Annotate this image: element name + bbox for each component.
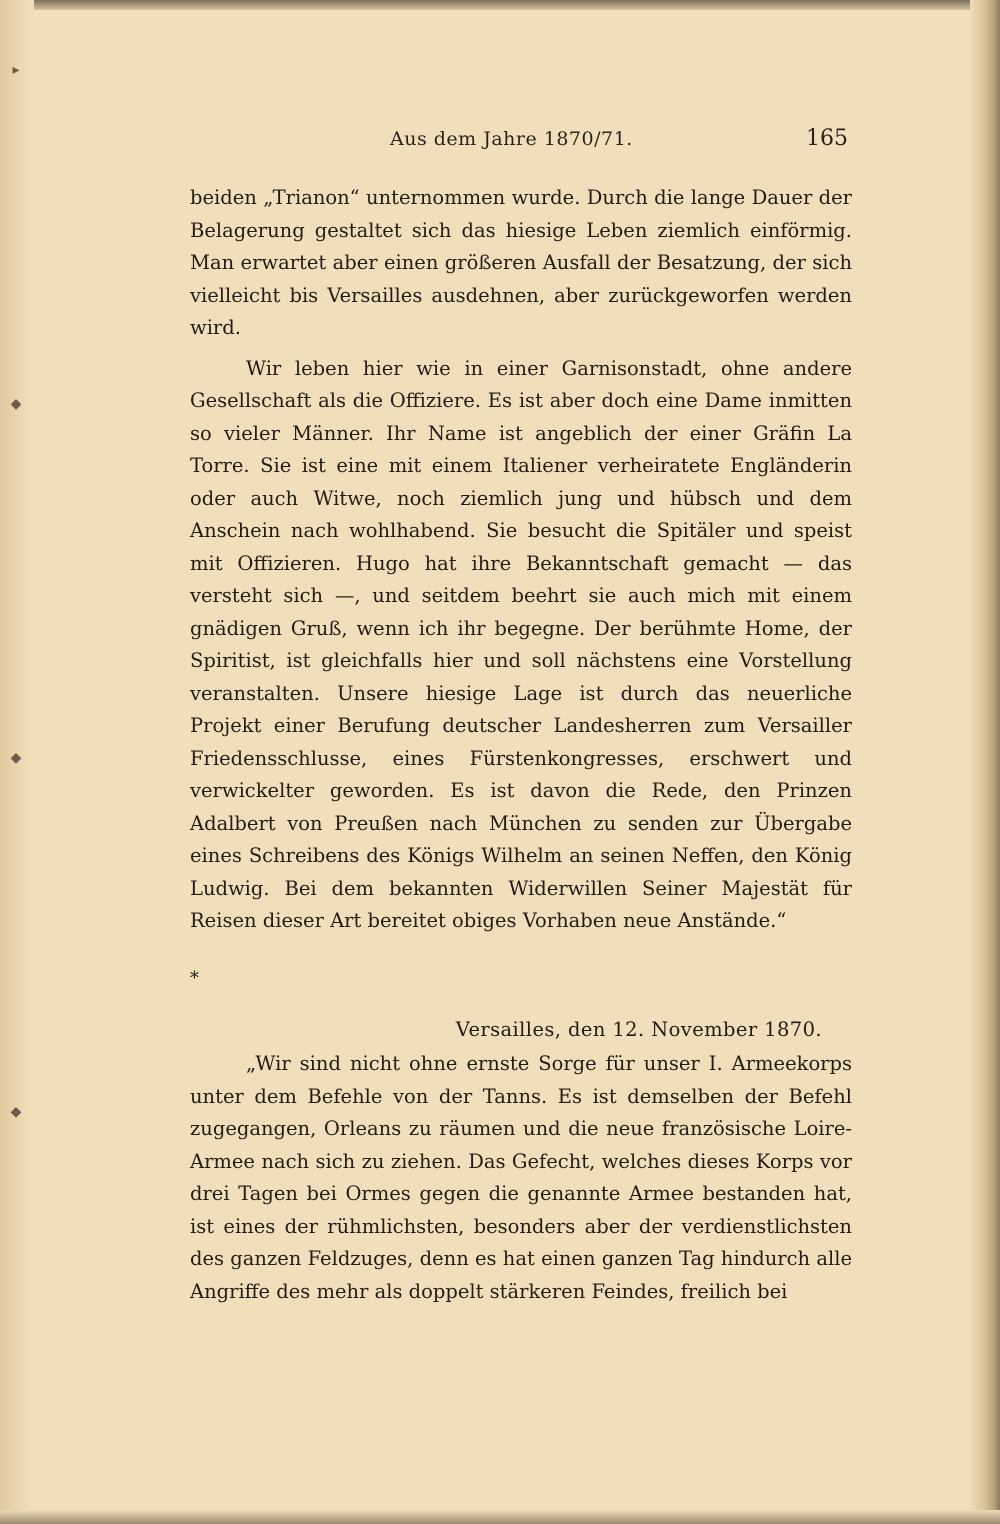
binding-mark-icon: ▸	[12, 62, 20, 78]
page-number: 165	[806, 126, 848, 151]
binding-mark-icon: ◆	[10, 750, 22, 766]
paragraph: Wir leben hier wie in einer Garnisonstadt, ohne andere Gesellschaft als die Offiziere. Es ist aber doch eine Dame inmitten so vieler Männer. Ihr Name ist angeblich der einer Gräfin La Torre. Sie ist eine mit einem Italiener verheiratete Engländerin oder auch Witwe, noch ziemlich jung und hübsch und dem Anschein nach wohlhabend. Sie besucht die Spitäler und speist mit Offizieren. Hugo hat ihre Bekanntschaft gemacht — das versteht sich —, und seitdem beehrt sie auch mich mit einem gnädigen Gruß, wenn ich ihr begegne. Der berühmte Home, der Spiritist, ist gleichfalls hier und soll nächstens eine Vorstellung veranstalten. Unsere hiesige Lage ist durch das neuerliche Projekt einer Berufung deutscher Landesherren zum Versailler Friedensschlusse, eines Fürstenkongresses, erschwert und verwickelter geworden. Es ist davon die Rede, den Prinzen Adalbert von Preußen nach München zu senden zur Übergabe eines Schreibens des Königs Wilhelm an seinen Neffen, den König Ludwig. Bei dem bekannten Widerwillen Seiner Majestät für Reisen dieser Art bereitet obiges Vorhaben neue Anstände.“	[190, 356, 852, 932]
binding-mark-icon: ◆	[10, 396, 22, 412]
letter-dateline: Versailles, den 12. November 1870.	[455, 1017, 822, 1041]
binding-mark-icon: ◆	[10, 1104, 22, 1120]
page-top-edge	[0, 0, 1000, 10]
page-header	[190, 128, 852, 158]
page-fore-edge	[970, 0, 1000, 1524]
running-title: Aus dem Jahre 1870/71.	[390, 128, 633, 150]
page-bottom-edge	[0, 1510, 1000, 1524]
body-text	[190, 182, 852, 1308]
paragraph: „Wir sind nicht ohne ernste Sorge für unser I. Armeekorps unter dem Befehle von der Tanns. Es ist demselben der Befehl zugegangen, Orleans zu räumen und die neue französische Loire-Armee nach sich zu ziehen. Das Gefecht, welches dieses Korps vor drei Tagen bei Ormes gegen die genannte Armee bestanden hat, ist eines der rühmlichsten, besonders aber der verdienstlichsten des ganzen Feldzuges, denn es hat einen ganzen Tag hindurch alle Angriffe des mehr als doppelt stärkeren Feindes, freilich bei	[190, 1052, 852, 1303]
section-separator-asterisk: *	[190, 967, 199, 989]
paragraph: beiden „Trianon“ unternommen wurde. Durch die lange Dauer der Belagerung gestaltet sich das hiesige Leben ziemlich einförmig. Man erwartet aber einen größeren Ausfall der Besatzung, der sich vielleicht bis Versailles ausdehnen, aber zurückgeworfen werden wird.	[190, 186, 852, 339]
